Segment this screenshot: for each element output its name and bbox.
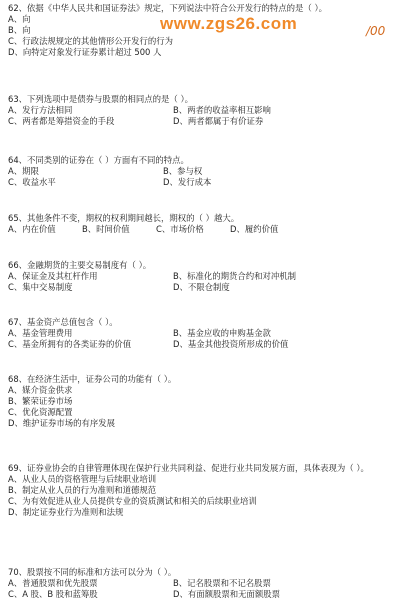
question-stem: 64、不同类别的证券在（ ）方面有不同的特点。 — [8, 155, 189, 165]
option-b: B、时间价值 — [82, 224, 130, 234]
option-d: D、制定证券业行为准则和法规 — [8, 507, 124, 517]
option-a: A、内在价值 — [8, 224, 56, 234]
option-a: A、媒介资金供求 — [8, 385, 73, 395]
option-a: A、保证金及其杠杆作用 — [8, 271, 98, 281]
option-a: A、期限 — [8, 166, 39, 176]
option-a: A、发行方法相同 — [8, 105, 73, 115]
question-70 — [8, 567, 403, 600]
question-stem: 67、基金资产总值包含（ ）。 — [8, 317, 118, 327]
option-d: D、维护证券市场的有序发展 — [8, 418, 115, 428]
option-b: B、繁荣证券市场 — [8, 396, 73, 406]
question-stem: 66、金融期货的主要交易制度有（ ）。 — [8, 260, 152, 270]
option-d: D、向特定对象发行证券累计超过 500 人 — [8, 47, 162, 57]
question-stem: 68、在经济生活中，证券公司的功能有（ ）。 — [8, 374, 177, 384]
question-stem: 69、证券业协会的自律管理体现在保护行业共同利益、促进行业共同发展方面，具体表现为（ ）。 — [8, 463, 369, 473]
option-b: B、向 — [8, 25, 31, 35]
option-b: B、标准化的期货合约和对冲机制 — [173, 271, 296, 281]
option-a: A、从业人员的资格管理与后续职业培训 — [8, 474, 157, 484]
option-c: C、市场价格 — [156, 224, 204, 234]
option-d: D、发行成本 — [163, 177, 212, 187]
option-d: D、履约价值 — [230, 224, 279, 234]
question-stem: 62、依据《中华人民共和国证券法》规定，下列说法中符合公开发行的特点的是（ ）。 — [8, 3, 327, 13]
option-b: B、参与权 — [163, 166, 203, 176]
question-64 — [8, 155, 403, 188]
option-d: D、有面额股票和无面额股票 — [173, 589, 280, 599]
option-d: D、两者都属于有价证券 — [173, 116, 264, 126]
watermark-text: www.zgs26.com — [160, 14, 298, 33]
question-67 — [8, 317, 403, 350]
option-c: C、优化资源配置 — [8, 407, 73, 417]
option-d: D、基金其他投资所形成的价值 — [173, 339, 289, 349]
question-62 — [8, 3, 403, 58]
question-68 — [8, 374, 403, 429]
question-69 — [8, 463, 403, 518]
option-c: C、基金所拥有的各类证券的价值 — [8, 339, 132, 349]
option-d: D、不限仓制度 — [173, 282, 230, 292]
option-a: A、普通股票和优先股票 — [8, 578, 98, 588]
option-c: C、收益水平 — [8, 177, 56, 187]
question-stem: 65、其他条件不变，期权的权利期间越长，期权的（ ）越大。 — [8, 213, 240, 223]
option-c: C、两者都是筹措资金的手段 — [8, 116, 115, 126]
option-a: A、基金管理费用 — [8, 328, 73, 338]
question-stem: 70、股票按不同的标准和方法可以分为（ ）。 — [8, 567, 177, 577]
option-b: B、两者的收益率相互影响 — [173, 105, 271, 115]
option-b: B、基金应收的申购基金款 — [173, 328, 271, 338]
question-66 — [8, 260, 403, 293]
option-c: C、为有效促进从业人员提供专业的资质测试和相关的后续职业培训 — [8, 496, 257, 506]
option-b: B、制定从业人员的行为准则和道德规范 — [8, 485, 157, 495]
option-c: C、A 股、B 股和蓝筹股 — [8, 589, 98, 599]
question-stem: 63、下列选项中是债券与股票的相同点的是（ ）。 — [8, 94, 193, 104]
option-a: A、向 — [8, 14, 31, 24]
option-c: C、行政法规规定的其他情形公开发行的行为 — [8, 36, 173, 46]
question-63 — [8, 94, 403, 127]
option-b: B、记名股票和不记名股票 — [173, 578, 271, 588]
option-c: C、集中交易制度 — [8, 282, 73, 292]
stamp-mark: /00 — [366, 24, 386, 38]
question-65 — [8, 213, 403, 235]
